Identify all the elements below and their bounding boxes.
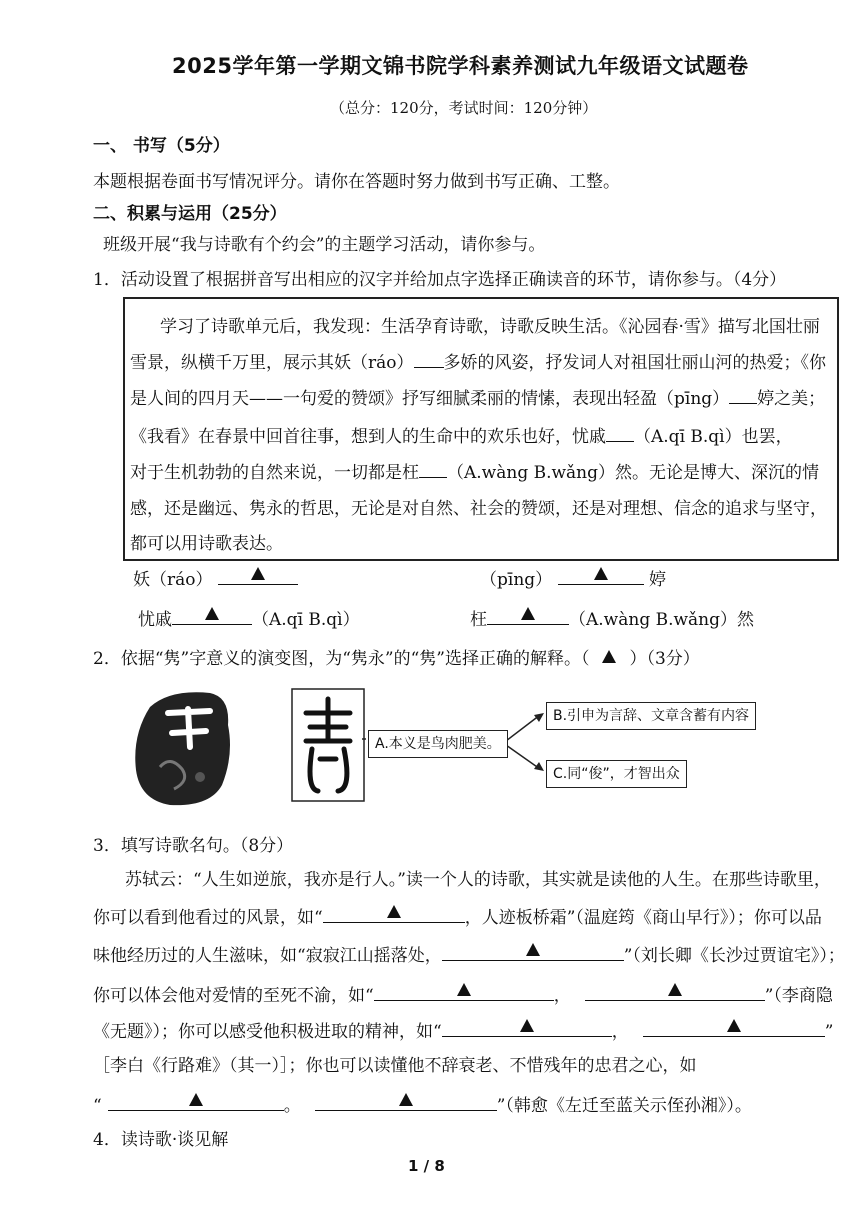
poem-blank[interactable] [315,1094,497,1111]
section1-text: 本题根据卷面书写情况评分。请你在答题时努力做到书写正确、工整。 [93,172,620,192]
answer-blank[interactable] [558,568,644,585]
q1-stem: 1．活动设置了根据拼音写出相应的汉字并给加点字选择正确读音的环节，请你参与。（4分） [93,270,787,290]
q2-stem-text: 2．依据“隽”字意义的演变图，为“隽永”的“隽”选择正确的解释。（ [93,649,590,669]
q2-stem [93,648,700,669]
q2-answer-slot[interactable] [589,648,629,664]
triangle-marker-icon [594,567,608,580]
answer-blank[interactable] [487,608,569,625]
q3-text: ”（韩愈《左迁至蓝关示侄孙湘》）。 [496,1096,752,1116]
seal-script-character-image [292,689,364,801]
diagram-node-b: B.引申为言辞、文章含蓄有内容 [546,702,756,730]
passage-text: （A.qī B.qì）也罢， [634,427,793,447]
section2-intro: 班级开展“我与诗歌有个约会”的主题学习活动，请你参与。 [103,235,546,255]
q3-text: 味他经历过的人生滋味，如“寂寂江山摇落处， [93,946,442,966]
page-subtitle: （总分：120分，考试时间：120分钟） [330,99,598,117]
section1-heading: 一、 书写（5分） [93,136,230,156]
q3-line7 [93,1094,752,1116]
q3-text: 。 [283,1096,301,1116]
answer-label: 忧戚 [138,610,172,630]
poem-blank[interactable] [374,984,554,1001]
q3-line4 [93,984,833,1006]
q1-passage-line6: 感，还是幽远、隽永的哲思，无论是对自然、社会的赞颂，还是对理想、信念的追求与坚守， [130,499,827,519]
q1-answer-4 [470,608,754,630]
q3-line2 [93,906,822,928]
q3-line6: ［李白《行路难》（其一）］；你也可以读懂他不辞衰老、不惜残年的忠君之心，如 [93,1056,697,1076]
q4-stem: 4．读诗歌·谈见解 [93,1130,229,1150]
q1-passage-line7: 都可以用诗歌表达。 [130,534,283,554]
section2-heading: 二、积累与运用（25分） [93,204,287,224]
passage-text: 《我看》在春景中回首往事，想到人的生命中的欢乐也好，忧戚 [130,427,606,447]
triangle-marker-icon [399,1093,413,1106]
q3-text: 《无题》）；你可以感受他积极进取的精神，如“ [93,1022,442,1042]
q3-text: ” [824,1022,834,1042]
answer-suffix: 婷 [648,570,666,590]
passage-text: 多娇的风姿，抒发词人对祖国壮丽山河的热爱；《你 [443,353,826,373]
passage-blank [729,387,757,404]
passage-blank [606,425,634,442]
q3-text: ，人迹板桥霜”（温庭筠《商山早行》）；你可以品 [464,908,822,928]
poem-blank[interactable] [442,944,624,961]
passage-text: 婷之美； [757,389,826,409]
answer-options: （A.wàng B.wǎng）然 [569,610,755,630]
answer-label: 妖（ráo） [133,570,213,590]
passage-blank [414,351,444,368]
triangle-marker-icon [457,983,471,996]
q2-stem-end: ）（3分） [629,649,700,669]
triangle-marker-icon [526,943,540,956]
passage-blank [419,461,447,478]
q3-text: ， [611,1022,629,1042]
diagram-node-a: A.本义是鸟肉肥美。 [368,730,508,758]
triangle-marker-icon [602,650,616,663]
poem-blank[interactable] [323,906,465,923]
poem-blank[interactable] [643,1020,825,1037]
page-number: 1 / 8 [408,1157,445,1175]
passage-text: 对于生机勃勃的自然来说，一切都是枉 [130,463,419,483]
bronze-rubbing-image [135,692,230,805]
triangle-marker-icon [205,607,219,620]
answer-label: （pīng） [480,570,553,590]
answer-options: （A.qī B.qì） [252,610,360,630]
q1-answer-2 [480,568,666,590]
q3-text: ， [553,986,571,1006]
triangle-marker-icon [387,905,401,918]
triangle-marker-icon [727,1019,741,1032]
q3-line1: 苏轼云：“人生如逆旅，我亦是行人。”读一个人的诗歌，其实就是读他的人生。在那些诗歌里， [125,870,831,890]
q3-text: ”（刘长卿《长沙过贾谊宅》）； [623,946,845,966]
q3-line5 [93,1020,833,1042]
q3-stem: 3．填写诗歌名句。（8分） [93,836,294,856]
q3-line3 [93,944,845,966]
q1-passage-line3 [130,384,825,409]
answer-label: 枉 [470,610,487,630]
triangle-marker-icon [521,607,535,620]
q3-text: 你可以看到他看过的风景，如“ [93,908,323,928]
poem-blank[interactable] [585,984,765,1001]
q3-text: 你可以体会他对爱情的至死不渝，如“ [93,986,374,1006]
poem-blank[interactable] [442,1020,612,1037]
answer-blank[interactable] [172,608,252,625]
q3-text: ”（李商隐 [764,986,833,1006]
q1-passage-line4 [130,422,793,447]
triangle-marker-icon [251,567,265,580]
triangle-marker-icon [520,1019,534,1032]
passage-text: （A.wàng B.wǎng）然。无论是博大、深沉的情 [447,463,820,483]
q1-passage-line5 [130,458,819,483]
q1-answer-3 [138,608,360,630]
passage-text: 是人间的四月天——一句爱的赞颂》抒写细腻柔丽的情愫，表现出轻盈（pīng） [130,389,730,409]
q3-text: “ [93,1096,102,1116]
page-title: 2025学年第一学期文锦书院学科素养测试九年级语文试题卷 [172,54,749,78]
passage-text: 雪景，纵横千万里，展示其妖（ráo） [130,353,414,373]
q1-answer-1 [133,568,298,590]
triangle-marker-icon [189,1093,203,1106]
diagram-node-c: C.同“俊”，才智出众 [546,760,687,788]
answer-blank[interactable] [218,568,298,585]
q1-passage-line1: 学习了诗歌单元后，我发现：生活孕育诗歌，诗歌反映生活。《沁园春·雪》描写北国壮丽 [160,317,820,337]
triangle-marker-icon [668,983,682,996]
q1-passage-line2 [130,348,826,373]
poem-blank[interactable] [108,1094,284,1111]
